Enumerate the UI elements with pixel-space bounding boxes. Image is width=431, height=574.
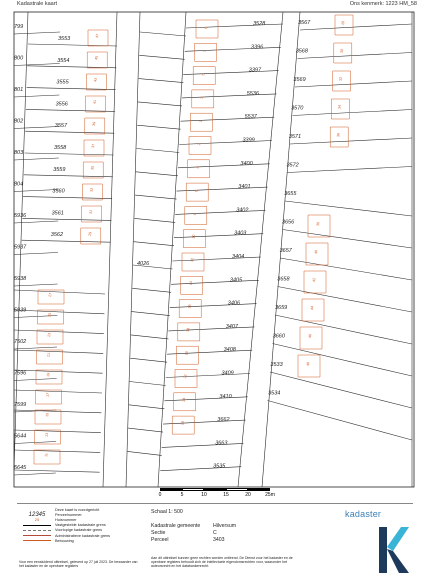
parcel-boundary: [25, 131, 114, 133]
parcel-boundary: [285, 201, 412, 216]
parcel-boundary: [138, 102, 182, 106]
parcel-boundary: [137, 149, 180, 153]
house-number: 30: [339, 48, 345, 54]
parcel-number: 3528: [253, 21, 266, 27]
house-number: 26: [180, 420, 185, 426]
parcel-number: 3410: [219, 393, 232, 400]
fixed-boundary-line: [23, 525, 51, 526]
parcel-number: 3409: [221, 370, 234, 377]
parcel-number: 3567: [298, 20, 311, 26]
parcel-boundary: [134, 242, 174, 246]
house-number: 11: [44, 452, 49, 458]
parcel-boundary: [14, 221, 58, 223]
house-number: 16: [187, 304, 192, 309]
legend-symbol: [19, 530, 55, 531]
house-number: 5: [201, 73, 206, 76]
parcel-boundary: [131, 335, 169, 339]
scale-seg-1: [160, 488, 182, 491]
parcel-boundary: [22, 218, 111, 220]
parcel-boundary: [298, 53, 413, 59]
parcel-number: 7599: [14, 402, 27, 408]
parcel-number: 3400: [240, 160, 253, 167]
parcel-boundary: [14, 473, 56, 475]
parcel-boundary: [170, 304, 257, 308]
house-number: 34: [337, 104, 342, 110]
legend-panel: [17, 503, 413, 574]
house-number: 22: [183, 374, 188, 379]
parcel-number: 3401: [238, 184, 251, 191]
house-number: 42: [312, 277, 317, 283]
scale-seg-2: [182, 488, 204, 491]
street-edge: [158, 12, 186, 487]
parcel-number: 5937: [14, 244, 27, 251]
parcel-boundary: [27, 88, 116, 90]
house-number: 7: [202, 49, 207, 53]
parcel-number: 3655: [284, 191, 297, 197]
parcel-number: 3659: [275, 305, 288, 311]
parcel-boundary: [160, 467, 241, 471]
legend-symbol: [19, 535, 55, 536]
parcel-boundary: [162, 443, 244, 447]
parcel-boundary: [14, 127, 59, 129]
parcel-number: 5644: [14, 433, 27, 440]
house-number: 28: [341, 20, 346, 26]
parcel-boundary: [22, 240, 111, 242]
building-line: [23, 540, 51, 541]
parcel-boundary: [14, 442, 56, 444]
legend-label: Deze kaart is noordgericht: [55, 507, 100, 512]
parcel-number: 3396: [250, 44, 264, 51]
house-number: 37: [91, 143, 96, 149]
parcel-boundary: [174, 234, 263, 238]
parcel-boundary: [139, 79, 184, 83]
scale-tick: 15: [223, 492, 229, 498]
administrative-boundary-line: [23, 535, 51, 536]
house-number: 6: [194, 189, 199, 193]
info-key: Kadastrale gemeente: [151, 523, 201, 529]
house-number: 15: [45, 412, 50, 418]
parcel-boundary: [178, 164, 270, 168]
parcel-boundary: [288, 167, 413, 173]
house-number: 1: [198, 119, 203, 123]
house-number: 36: [336, 132, 341, 138]
parcel-boundary: [14, 95, 59, 97]
scale-tick: 10: [201, 492, 207, 498]
parcel-boundary: [186, 24, 283, 28]
scale-tick: 5: [180, 492, 184, 498]
parcel-number: 3658: [277, 276, 290, 283]
house-number: 10: [191, 234, 196, 239]
parcel-number: 5645: [14, 465, 27, 471]
parcel-boundary: [28, 44, 117, 46]
header-title: Kadastrale kaart: [17, 1, 58, 7]
parcel-number: 3572: [286, 162, 299, 169]
house-number: 47: [95, 33, 100, 39]
parcel-boundary: [171, 280, 259, 284]
parcel-boundary: [134, 218, 175, 222]
parcel-boundary: [14, 307, 104, 314]
parcel-boundary: [272, 315, 412, 344]
parcel-boundary: [290, 138, 412, 144]
info-row: [151, 516, 311, 523]
info-value: C: [213, 530, 217, 536]
parcel-boundary: [182, 94, 276, 98]
parcel-number: 802: [14, 118, 24, 125]
parcel-number: 3533: [270, 362, 283, 368]
scale-tick: 20: [245, 492, 251, 498]
parcel-number: 5537: [244, 114, 257, 121]
parcel-number: 3561: [51, 210, 64, 217]
parcel-boundary: [14, 330, 104, 334]
house-number: 3: [199, 96, 205, 100]
parcel-boundary: [136, 172, 178, 176]
parcel-boundary: [24, 175, 113, 177]
info-key: Schaal 1: 500: [151, 509, 183, 515]
parcel-boundary: [185, 47, 281, 51]
scale-tick: 0: [158, 492, 162, 498]
scale-tick: 25m: [265, 492, 275, 498]
parcel-boundary: [300, 24, 412, 30]
street-edge: [103, 12, 117, 487]
parcel-boundary: [283, 230, 413, 249]
info-row: [151, 530, 311, 537]
kadaster-logo: [335, 507, 415, 573]
parcel-number: 7502: [14, 339, 27, 345]
house-number: 13: [44, 432, 50, 438]
parcel-number: 5936: [14, 213, 27, 219]
parcel-number: 3656: [281, 219, 295, 226]
house-number: 46: [308, 333, 313, 339]
legend-label: Voorlopige kadastrale grens: [55, 528, 103, 533]
parcel-boundary: [181, 117, 275, 121]
legend-label: Perceelnummer: [55, 512, 82, 517]
parcel-boundary: [14, 350, 103, 353]
parcel-boundary: [130, 382, 166, 386]
legend-symbol: [19, 540, 55, 541]
parcel-number: 3405: [229, 277, 243, 284]
parcel-boundary: [179, 141, 272, 145]
parcel-boundary: [268, 401, 413, 441]
parcel-number: 803: [14, 150, 24, 156]
parcel-number: 5939: [14, 307, 27, 314]
house-number: 39: [91, 121, 97, 127]
legend-item: [19, 538, 143, 543]
house-number: 31: [88, 209, 94, 215]
house-number: 2: [197, 143, 202, 146]
parcel-number: 3402: [236, 207, 249, 214]
road-label: 4026: [137, 261, 150, 267]
parcel-boundary: [168, 327, 254, 331]
info-row: [151, 537, 311, 544]
parcel-boundary: [14, 32, 60, 34]
info-key: Sectie: [151, 530, 166, 536]
parcel-labels: [14, 20, 311, 471]
house-number: 43: [93, 77, 98, 83]
map-frame: [14, 12, 414, 487]
parcel-boundary: [167, 350, 252, 354]
parcel-number: 3570: [291, 105, 304, 112]
parcel-number: 799: [14, 24, 24, 30]
house-number: 24: [181, 397, 187, 402]
header-reference: Ons kenmerk: 1223 HM_58: [349, 1, 417, 7]
parcel-number: 3555: [56, 79, 69, 86]
parcel-number: 3408: [223, 347, 236, 354]
info-value: Hilversum: [213, 523, 237, 529]
parcel-boundaries: [14, 12, 412, 487]
house-number: 44: [310, 305, 315, 311]
house-number: 17: [45, 392, 51, 398]
parcel-number: 5536: [246, 90, 259, 97]
info-row: [151, 509, 311, 516]
house-number: 32: [338, 76, 343, 82]
parcel-number: 3554: [57, 57, 70, 64]
legend-footer: Voor een eensluidend uittreksel, geleverd op 27 juli 2023. De bewaarder van het kadaster en de openbare registers: [19, 560, 138, 569]
parcel-boundary: [130, 358, 167, 362]
house-number: 4: [195, 166, 200, 169]
parcel-boundary: [163, 420, 246, 424]
parcel-boundary: [132, 312, 170, 316]
parcel-number: 3662: [217, 417, 230, 424]
logo-text: kadaster: [345, 509, 382, 519]
parcel-boundary: [25, 153, 114, 155]
parcel-number: 3403: [234, 230, 247, 237]
house-number: 38: [316, 221, 321, 227]
parcel-number: 3560: [52, 188, 65, 195]
house-numbers: [44, 21, 345, 457]
legend-list: [19, 507, 143, 543]
parcel-number: 3397: [248, 67, 262, 74]
parcel-boundary: [278, 287, 413, 313]
parcel-number: 5938: [14, 276, 27, 282]
house-number: 9: [204, 26, 209, 30]
parcel-boundary: [23, 197, 112, 199]
parcel-boundary: [26, 109, 115, 111]
parcel-number: 3660: [272, 333, 285, 340]
legend-label: Huisnummer: [55, 517, 77, 522]
parcel-boundary: [14, 290, 105, 294]
parcel-boundary: [14, 379, 57, 381]
parcel-number-symbol: 12345: [28, 511, 46, 518]
parcel-boundary: [14, 64, 60, 66]
house-number: 35: [90, 165, 95, 171]
parcel-number: 804: [14, 181, 24, 188]
scale-seg-4: [226, 488, 248, 491]
house-number: 27: [48, 292, 53, 298]
parcel-number: 3558: [54, 145, 67, 151]
house-number: 45: [94, 55, 99, 61]
parcel-number: 3663: [215, 440, 228, 447]
parcel-boundary: [127, 451, 161, 455]
house-number: 12: [190, 257, 195, 263]
parcel-boundary: [137, 125, 180, 129]
parcel-boundary: [14, 470, 100, 472]
legend-label: Bebouwing: [55, 538, 74, 543]
parcel-boundary: [166, 374, 250, 378]
parcel-number: 801: [14, 87, 24, 93]
parcel-boundary: [14, 450, 100, 452]
parcel-boundary: [164, 397, 247, 401]
parcel-boundary: [132, 288, 171, 292]
house-number: 19: [46, 372, 51, 378]
scale-bar: [158, 488, 275, 500]
parcel-boundary: [140, 32, 186, 36]
parcel-boundary: [177, 187, 268, 191]
parcel-number: 3407: [225, 323, 238, 330]
parcel-boundary: [14, 430, 101, 433]
parcel-number: 3562: [50, 232, 64, 239]
provisional-boundary-line: [23, 530, 51, 531]
scale-seg-3: [204, 488, 226, 491]
logo-mark-icon: [335, 507, 415, 573]
house-number: 21: [46, 352, 52, 358]
parcel-boundary: [27, 66, 116, 68]
house-number: 23: [47, 332, 52, 338]
parcel-boundary: [14, 390, 102, 393]
parcel-boundary: [14, 347, 57, 349]
parcel-boundary: [128, 428, 163, 432]
parcel-number: 3399: [242, 137, 255, 144]
house-number: 40: [314, 249, 319, 255]
parcel-number: 3557: [54, 123, 68, 130]
street-edge: [238, 12, 283, 487]
parcel-boundary: [14, 284, 58, 286]
parcel-number: 3657: [279, 248, 292, 254]
disclaimer-note: Aan dit uittreksel kunnen geen rechten worden ontleend. De Dienst voor het kadaster en de openbare registers behoudt zich de intellectuele eigendomsrechten voor, waaronder het auteursrecht en het databankenrecht.: [151, 556, 293, 569]
info-key: Perceel: [151, 537, 169, 543]
parcel-number: 3406: [227, 300, 241, 307]
house-number: 33: [89, 187, 94, 193]
info-key: [151, 516, 213, 523]
parcel-boundary: [273, 344, 413, 377]
house-number-symbol: 25: [34, 517, 40, 523]
parcel-number: 3571: [288, 134, 302, 140]
parcel-boundary: [135, 195, 176, 199]
street-edge: [126, 12, 140, 487]
parcel-boundary: [139, 55, 184, 59]
parcel-number: 3553: [58, 36, 71, 42]
house-number: 18: [185, 327, 191, 333]
info-row: [151, 523, 311, 530]
parcel-boundary: [183, 71, 278, 75]
info-value: 3403: [213, 537, 225, 543]
parcel-boundary: [175, 210, 265, 214]
house-number: 48: [306, 361, 311, 367]
parcel-info: [151, 509, 311, 569]
parcel-number: 7596: [14, 370, 27, 377]
house-number: 25: [47, 312, 53, 318]
house-number: 14: [188, 280, 194, 286]
house-number: 20: [184, 350, 189, 356]
house-number: 41: [92, 99, 98, 105]
house-number: 8: [192, 213, 198, 216]
parcel-number: 800: [14, 55, 24, 62]
parcel-number: 3534: [268, 390, 281, 397]
scale-seg-5: [248, 488, 270, 491]
parcel-boundary: [14, 158, 59, 160]
legend-symbol: [19, 525, 55, 526]
parcel-boundary: [295, 81, 412, 87]
legend-label: Vastgestelde kadastrale grens: [55, 523, 106, 528]
legend-label: Administratieve kadastrale grens: [55, 533, 111, 538]
parcel-number: 3569: [293, 77, 306, 83]
parcel-boundary: [173, 257, 262, 261]
parcel-number: 3404: [232, 254, 245, 260]
parcel-number: 3559: [53, 166, 66, 173]
house-number: 29: [87, 231, 93, 237]
parcel-boundary: [129, 405, 165, 409]
parcel-number: 3568: [295, 48, 308, 55]
parcel-number: 3556: [55, 101, 68, 108]
parcel-boundary: [293, 110, 413, 116]
parcel-boundary: [270, 372, 412, 408]
parcel-boundary: [14, 370, 103, 373]
parcel-number: 3535: [213, 463, 226, 470]
